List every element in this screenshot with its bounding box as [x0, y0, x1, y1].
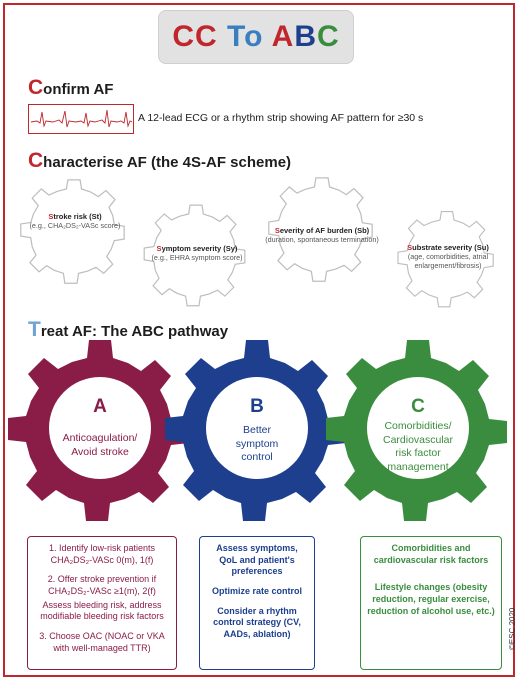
title-b: B	[294, 20, 318, 53]
gear-substrate-severity-text	[396, 243, 500, 270]
treat-heading	[28, 318, 228, 342]
gear-symptom-severity-text	[142, 244, 252, 262]
gear-stroke-risk-text	[22, 212, 128, 230]
title-a: A	[271, 20, 295, 53]
substrate-severity-initial: S	[407, 243, 413, 252]
stroke-risk-sub: (e.g., CHA₂DS₂-VASc score)	[29, 221, 121, 231]
title-to: To	[227, 20, 264, 53]
gear-a-letter: A	[93, 396, 107, 417]
box-c-comorbidities	[360, 536, 502, 670]
gear-b-letter: B	[250, 396, 264, 417]
characterise-rest: haracterise AF (the 4S-AF scheme)	[43, 154, 292, 171]
gear-c-letter: C	[411, 396, 425, 417]
box-a-item-1: 1. Identify low-risk patients CHA₂DS₂-VASc 0(m), 1(f)	[48, 543, 156, 565]
stroke-risk-label: troke risk (St)	[53, 212, 102, 221]
confirm-description: A 12-lead ECG or a rhythm strip showing AF pattern for ≥30 s	[138, 112, 424, 124]
treat-rest: reat AF: The ABC pathway	[40, 323, 229, 340]
box-c-item-1: Comorbidities and cardiovascular risk factors	[373, 543, 489, 565]
af-burden-initial: S	[274, 226, 280, 235]
gear-a	[8, 340, 189, 521]
substrate-severity-label: ubstrate severity (Su)	[412, 243, 489, 252]
treat-initial: T	[28, 318, 41, 341]
box-b-symptom-control	[199, 536, 315, 670]
substrate-severity-sub: (age, comorbidities, atrial enlargement/fibrosis)	[407, 252, 489, 271]
box-b-item-3: Consider a rhythm control strategy (CV, AADs, ablation)	[213, 605, 301, 640]
af-burden-sub: (duration, spontaneous termination)	[265, 235, 379, 245]
symptom-severity-sub: (e.g., EHRA symptom score)	[151, 253, 243, 263]
confirm-initial: C	[28, 76, 44, 99]
box-a-item-3: 3. Choose OAC (NOAC or VKA with well-managed TTR)	[39, 631, 165, 653]
symptom-severity-label: ymptom severity (Sy)	[161, 244, 238, 253]
characterise-initial: C	[28, 149, 44, 172]
symptom-severity-initial: S	[156, 244, 162, 253]
copyright-notice: ©ESC 2020	[508, 607, 517, 650]
title-cc: CC	[172, 20, 218, 53]
box-a-item-2b: Assess bleeding risk, address modifiable bleeding risk factors	[40, 599, 164, 622]
gear-a-label: Anticoagulation/ Avoid stroke	[62, 432, 138, 458]
box-c-item-2: Lifestyle changes (obesity reduction, regular exercise, reduction of alcohol use, etc.)	[367, 582, 495, 616]
af-burden-label: everity of AF burden (Sb)	[279, 226, 370, 235]
box-b-item-1: Assess symptoms, QoL and patient's preferences	[216, 543, 298, 577]
gear-af-burden-text	[260, 226, 384, 244]
box-a-item-2: 2. Offer stroke prevention if CHA₂DS₂-VASc ≥1(m), 2(f)	[47, 574, 157, 597]
confirm-rest: onfirm AF	[43, 81, 114, 98]
gear-b-label: Better symptom control	[235, 424, 279, 464]
title-c: C	[317, 20, 340, 53]
box-b-item-2: Optimize rate control	[211, 586, 302, 597]
gear-stroke-risk	[21, 180, 124, 283]
gear-c-label: Comorbidities/ Cardiovascular risk factor management	[382, 420, 454, 473]
box-a-anticoagulation	[27, 536, 177, 670]
stroke-risk-initial: S	[48, 212, 54, 221]
